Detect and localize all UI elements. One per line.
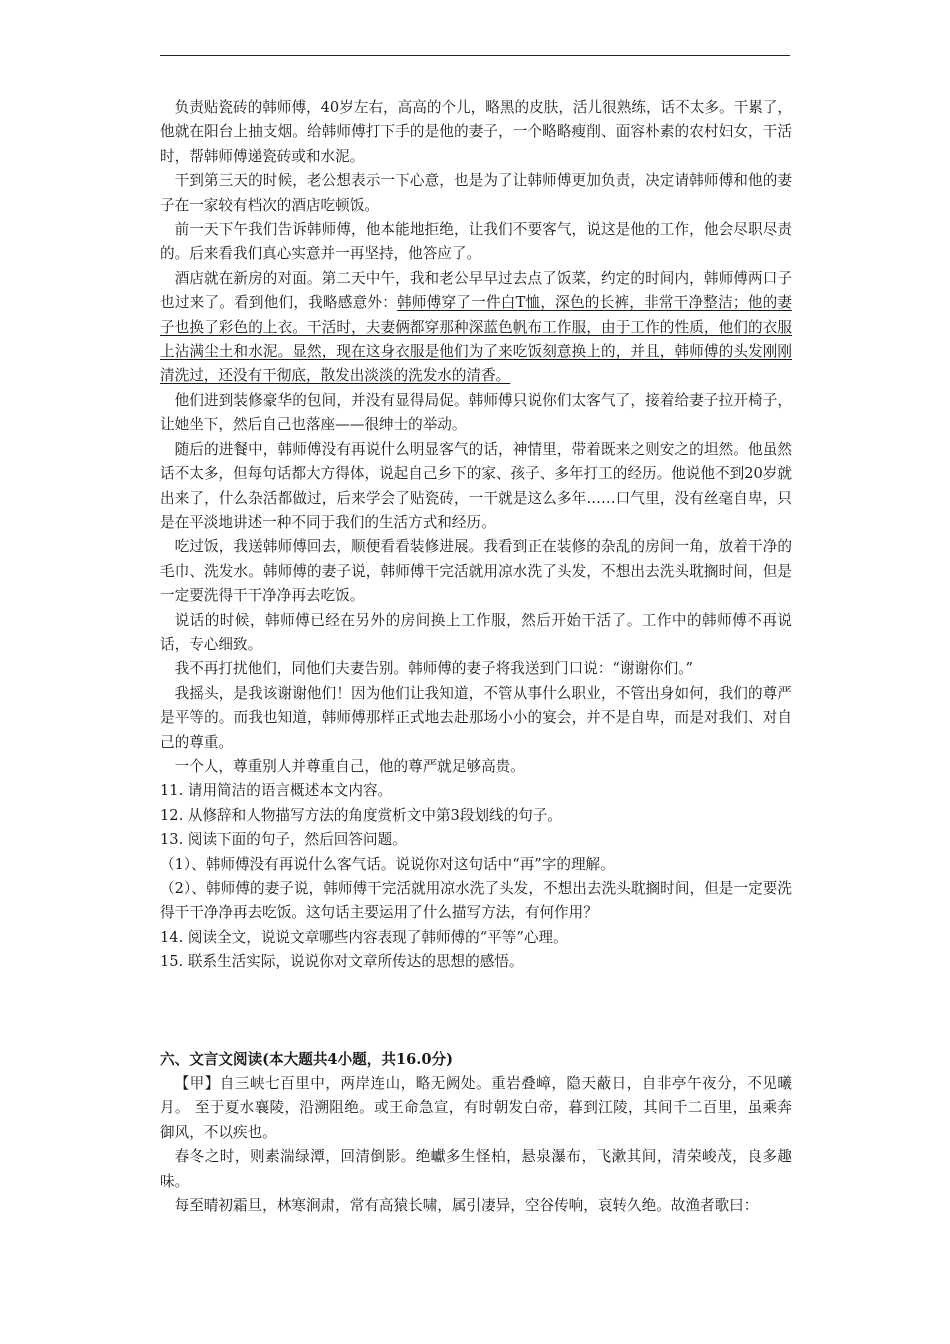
story-paragraph-2: 干到第三天的时候，老公想表示一下心意，也是为了让韩师傅更加负责，决定请韩师傅和他的妻子在一家较有档次的酒店吃顿饭。	[160, 172, 792, 214]
question-13-part-2: （2）、韩师傅的妻子说，韩师傅干完活就用凉水洗了头发，不想出去洗头耽搁时间，但是一定要洗得干干净净再去吃饭。这句话主要运用了什么描写方法，有何作用？	[160, 880, 792, 922]
story-paragraph-9: 我不再打扰他们，同他们夫妻告别。韩师傅的妻子将我送到门口说：“谢谢你们。”	[174, 660, 693, 678]
story-paragraph-1: 负责贴瓷砖的韩师傅，40岁左右，高高的个儿，略黑的皮肤，活儿很熟练，话不太多。干累了，他就在阳台上抽支烟。给韩师傅打下手的是他的妻子，一个略略瘦削、面容朴素的农村妇女，干活时，帮韩师傅递瓷砖或和水泥。	[160, 99, 792, 165]
question-15: 15. 联系生活实际，说说你对文章所传达的思想的感悟。	[160, 953, 524, 971]
question-13: 13. 阅读下面的句子，然后回答问题。	[160, 831, 407, 849]
classical-paragraph-3: 每至晴初霜旦，林寒涧肃，常有高猿长啸，属引凄异，空谷传响，哀转久绝。故渔者歌曰：	[174, 1197, 759, 1215]
story-paragraph-10: 我摇头，是我该谢谢他们！因为他们让我知道，不管从事什么职业，不管出身如何，我们的尊严是平等的。而我也知道，韩师傅那样正式地去赴那场小小的宴会，并不是自卑，而是对我们、对自己的尊重。	[160, 684, 792, 751]
section-6-title: 六、文言文阅读(本大题共4小题，共16.0分)	[160, 1050, 454, 1068]
question-13-part-1: （1）、韩师傅没有再说什么客气话。说说你对这句话中“再”字的理解。	[160, 855, 615, 873]
story-paragraph-4-intro: 酒店就在新房的对面。第二天中午，我和老公早早过去点了饭菜，约定的时间内，韩师傅两口子也过来了。看到他们，我略感意外：	[160, 269, 792, 312]
story-paragraph-7: 吃过饭，我送韩师傅回去，顺便看看装修进展。我看到正在装修的杂乱的房间一角，放着干净的毛巾、洗发水。韩师傅的妻子说，韩师傅干完活就用凉水洗了头发，不想出去洗头耽搁时间，但是一定要洗得干干净净再去吃饭。	[160, 538, 792, 605]
section-gap	[160, 975, 792, 1048]
classical-paragraph-2: 春冬之时，则素湍绿潭，回清倒影。绝巘多生怪柏，悬泉瀑布，飞漱其间，清荣峻茂，良多趣味。	[160, 1148, 792, 1190]
document-body	[160, 96, 792, 1218]
story-paragraph-11: 一个人，尊重别人并尊重自己，他的尊严就足够高贵。	[174, 757, 525, 775]
question-11: 11. 请用简洁的语言概述本文内容。	[160, 782, 393, 800]
underlined-sentence: 韩师傅穿了一件白T恤，深色的长裤，非常干净整洁；他的妻子也换了彩色的上衣。干活时，夫妻俩都穿那种深蓝色帆布工作服，由于工作的性质，他们的衣服上沾满尘土和水泥。显然，现在这身衣服是他们为了来吃饭刻意换上的，并且，韩师傅的头发刚刚清洗过，还没有干彻底，散发出淡淡的洗发水的清香。	[160, 294, 792, 385]
question-12: 12. 从修辞和人物描写方法的角度赏析文中第3段划线的句子。	[160, 806, 562, 824]
story-paragraph-8: 说话的时候，韩师傅已经在另外的房间换上工作服，然后开始干活了。工作中的韩师傅不再说话，专心细致。	[160, 611, 792, 653]
story-paragraph-3: 前一天下午我们告诉韩师傅，他本能地拒绝，让我们不要客气，说这是他的工作，他会尽职尽责的。后来看我们真心实意并一再坚持，他答应了。	[160, 221, 792, 263]
story-paragraph-5: 他们进到装修豪华的包间，并没有显得局促。韩师傅只说你们太客气了，接着给妻子拉开椅子，让她坐下，然后自己也落座——很绅士的举动。	[160, 391, 792, 434]
classical-paragraph-1: 【甲】自三峡七百里中，两岸连山，略无阙处。重岩叠嶂，隐天蔽日，自非亭午夜分，不见曦月。 至于夏水襄陵，沿溯阻绝。或王命急宣，有时朝发白帝，暮到江陵，其间千二百里，虽乘奔御风，不以疾也。	[160, 1075, 792, 1141]
question-14: 14. 阅读全文，说说文章哪些内容表现了韩师傅的“平等”心理。	[160, 928, 568, 946]
story-paragraph-6: 随后的进餐中，韩师傅没有再说什么明显客气的话，神情里，带着既来之则安之的坦然。他虽然话不太多，但每句话都大方得体，说起自己乡下的家、孩子、多年打工的经历。他说他不到20岁就出来了，什么杂活都做过，后来学会了贴瓷砖，一干就是这么多年……口气里，没有丝毫自卑，只是在平淡地讲述一种不同于我们的生活方式和经历。	[160, 440, 792, 531]
header-rule	[160, 55, 790, 56]
story-paragraph-4	[160, 267, 792, 389]
